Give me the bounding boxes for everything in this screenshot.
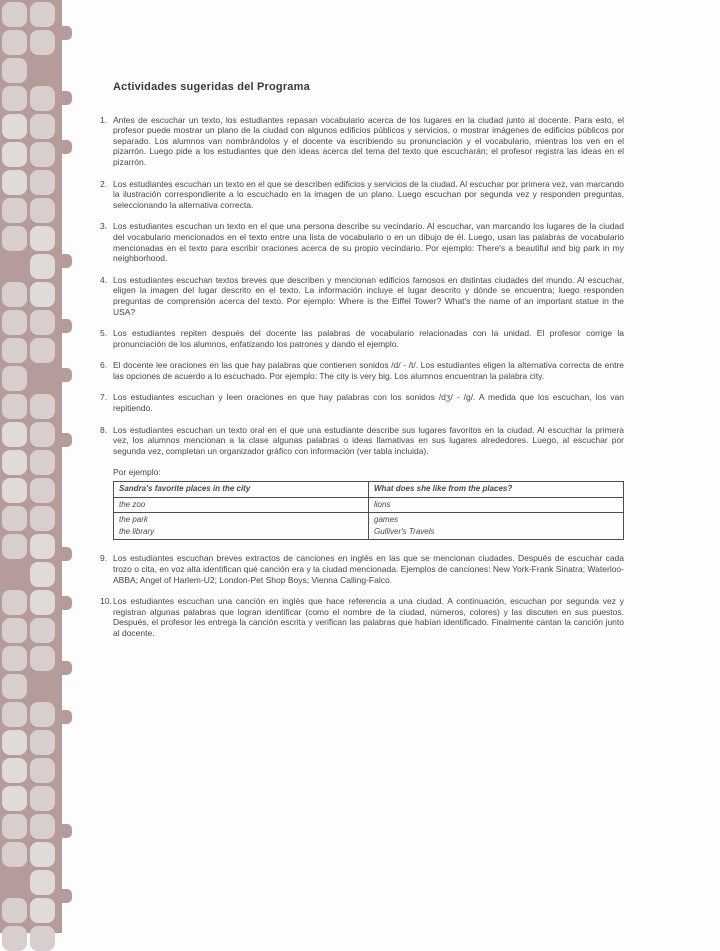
table-cell: games <box>369 513 624 526</box>
activity-text: Los estudiantes escuchan textos breves que describen y mencionan edificios famosos en distintas ciudades del mundo. Al escuchar, eligen la imagen del lugar descrito en el texto. La información incluye el lugar descrito y dónde se encuentra; luego responden preguntas de comprensión acerca del texto. Por ejemplo: Where is the Eiffel Tower? What's the name of an important statue in the USA? <box>113 275 624 317</box>
example-label: Por ejemplo: <box>113 467 624 478</box>
activity-item-9 <box>100 553 624 585</box>
table-row <box>114 497 624 513</box>
table-cell: lions <box>369 497 624 513</box>
activity-item-6 <box>100 360 624 381</box>
activity-text: Los estudiantes escuchan una canción en inglés que hace referencia a una ciudad. A continuación, escuchan por segunda vez y registran algunas palabras que logran identificar (como el nombre de la ciudad, números, colores) y las discuten en sus puestos. Después, el profesor les entrega la canción escrita y verifican las palabras que habían identificado. Finalmente cantan la canción junto al docente. <box>113 596 624 638</box>
table-cell: the library <box>114 526 369 540</box>
example-table <box>113 481 624 540</box>
document-page <box>100 0 624 650</box>
activity-item-3 <box>100 221 624 263</box>
activity-number: 5. <box>100 328 113 349</box>
activity-text: Los estudiantes escuchan un texto en el que una persona describe su vecindario. Al escuchar, van marcando los lugares de la ciudad del vocabulario mencionados en el texto entre una lista de vocabulario o en un dibujo de él. Luego, usan las palabras de vocabulario mencionadas en el texto para escribir oraciones acerca de su propio vecindario. Por ejemplo: There's a beautiful and big park in my neighborhood. <box>113 221 624 263</box>
table-cell: the zoo <box>114 497 369 513</box>
table-row <box>114 513 624 526</box>
activity-item-8 <box>100 425 624 457</box>
activity-text: Los estudiantes escuchan un texto oral en el que una estudiante describe sus lugares favoritos en la ciudad. Al escuchar la primera vez, los alumnos mencionan a la clase algunas palabras o ideas llamativas en sus lugares alrededores. Luego, al escuchar por segunda vez, completan un organizador gráfico con información (ver tabla incluida). <box>113 425 624 457</box>
activity-text: El docente lee oraciones en las que hay palabras que contienen sonidos /d/ - /t/. Los estudiantes eligen la alternativa correcta de entre las opciones de acuerdo a lo escuchado. Por ejemplo: The city is very big. Los alumnos encuentran la palabra city. <box>113 360 624 381</box>
table-cell: Gulliver's Travels <box>369 526 624 540</box>
activity-text: Los estudiantes escuchan breves extractos de canciones en inglés en las que se mencionan ciudades. Después de escuchar cada trozo o cita, en voz alta identifican qué canción era y la ciudad mencionada. Ejemplos de canciones: New York-Frank Sinatra; Waterloo-ABBA; Angel of Harlem-U2; London-Pet Shop Boys; Vienna Calling-Falco. <box>113 553 624 585</box>
activity-number: 9. <box>100 553 113 585</box>
activity-text: Los estudiantes escuchan y leen oraciones en que hay palabras con los sonidos /dʒ/ - /g/. A medida que los escuchan, los van repitiendo. <box>113 392 624 413</box>
mosaic-border <box>0 0 62 933</box>
activity-list <box>100 115 624 639</box>
activity-item-2 <box>100 179 624 211</box>
activity-item-4 <box>100 275 624 317</box>
activity-text: Los estudiantes repiten después del docente las palabras de vocabulario relacionadas con la unidad. El profesor corrige la pronunciación de los alumnos, enfatizando los patrones y dando el ejemplo. <box>113 328 624 349</box>
table-header-row <box>114 482 624 498</box>
activity-number: 1. <box>100 115 113 168</box>
table-cell: the park <box>114 513 369 526</box>
activity-item-1 <box>100 115 624 168</box>
activity-text: Antes de escuchar un texto, los estudiantes repasan vocabulario acerca de los lugares en la ciudad junto al docente. Para esto, el profesor puede mostrar un plano de la ciudad con algunos edificios públicos y servicios, o mostrar imágenes de edificios públicos por separado. Los alumnos van nombrándolos y el docente va escribiendo su pronunciación y el vocabulario, mientras los ven en el pizarrón. Luego pide a los estudiantes que den ideas acerca del tema del texto que escucharán; el profesor registra las ideas en el pizarrón. <box>113 115 624 168</box>
activity-number: 6. <box>100 360 113 381</box>
activity-number: 8. <box>100 425 113 457</box>
activity-number: 7. <box>100 392 113 413</box>
activity-item-10 <box>100 596 624 638</box>
activity-number: 4. <box>100 275 113 317</box>
page-title: Actividades sugeridas del Programa <box>113 82 624 93</box>
activity-text: Los estudiantes escuchan un texto en el que se describen edificios y servicios de la ciudad. Al escuchar por primera vez, van marcando la ilustración correspondiente a lo escuchado en la imagen de un plano. Luego escuchan por segunda vez y responden preguntas, seleccionando la alternativa correcta. <box>113 179 624 211</box>
table-row <box>114 526 624 540</box>
activity-number: 2. <box>100 179 113 211</box>
table-header-likes: What does she like from the places? <box>369 482 624 498</box>
activity-number: 3. <box>100 221 113 263</box>
activity-item-7 <box>100 392 624 413</box>
activity-number: 10. <box>100 596 113 638</box>
table-header-places: Sandra's favorite places in the city <box>114 482 369 498</box>
activity-item-5 <box>100 328 624 349</box>
